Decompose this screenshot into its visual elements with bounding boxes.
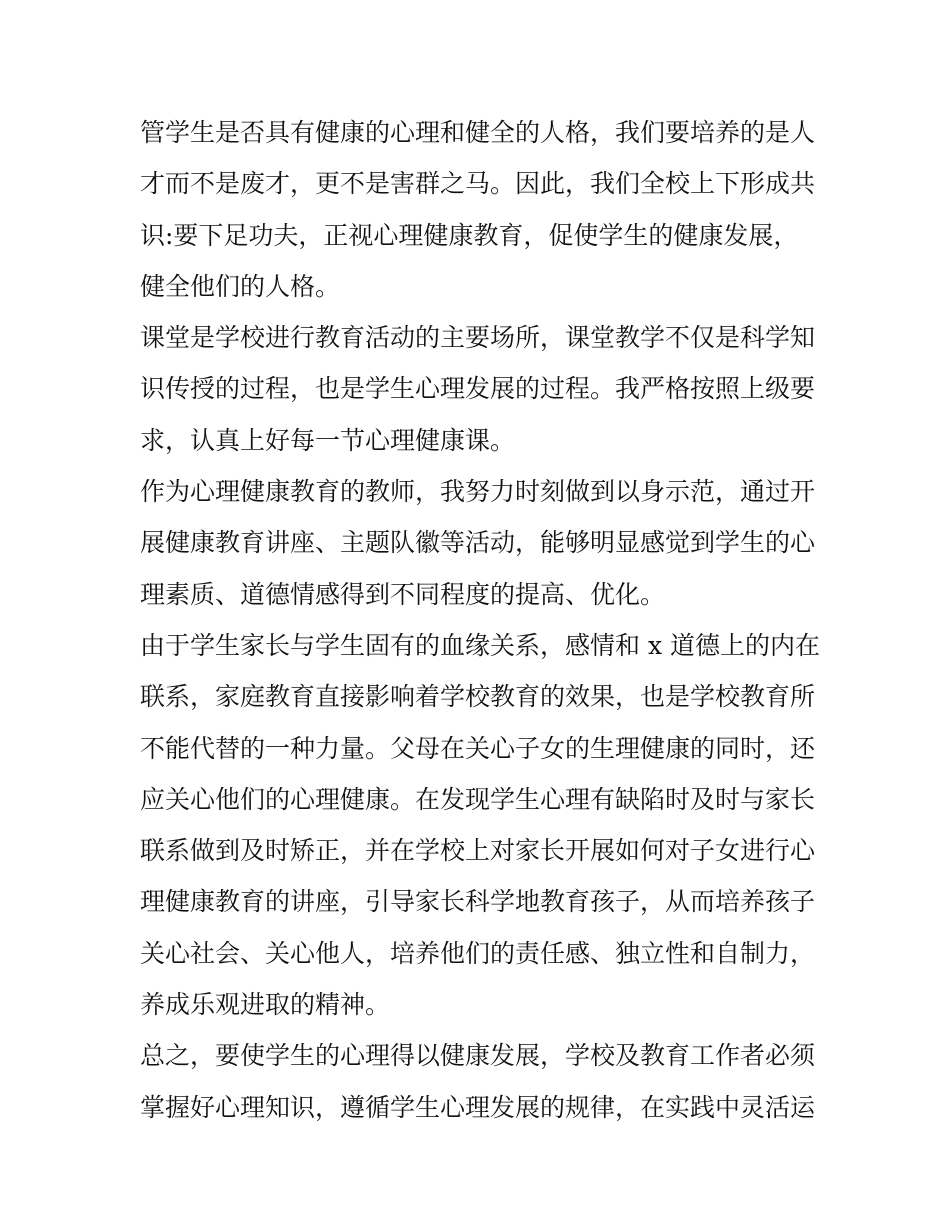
text-line: 理健康教育的讲座，引导家长科学地教育孩子，从而培养孩子 [140,887,816,917]
paragraph-3 [140,466,820,620]
text-line: 关心社会、关心他人，培养他们的责任感、独立性和自制力， [140,938,816,968]
paragraph-5 [140,1030,820,1133]
text-line: 展健康教育讲座、主题队徽等活动，能够明显感觉到学生的心 [140,528,816,558]
paragraph-1 [140,107,820,312]
text-line: 不能代替的一种力量。父母在关心子女的生理健康的同时，还 [140,733,816,763]
text-line: 求，认真上好每一节心理健康课。 [140,425,516,455]
text-line: 总之，要使学生的心理得以健康发展，学校及教育工作者必须 [140,1041,816,1071]
text-line: 管学生是否具有健康的心理和健全的人格，我们要培养的是人 [140,118,816,147]
paragraph-4 [140,620,820,1030]
text-line: 由于学生家长与学生固有的血缘关系，感情和 x 道德上的内在 [140,630,820,660]
text-line: 健全他们的人格。 [140,271,341,301]
paragraph-2 [140,312,820,466]
text-line: 联系做到及时矫正，并在学校上对家长开展如何对子女进行心 [140,836,816,866]
text-line: 养成乐观进取的精神。 [140,990,391,1020]
text-line: 识:要下足功夫，正视心理健康教育，促使学生的健康发展， [140,220,799,250]
text-line: 理素质、道德情感得到不同程度的提高、优化。 [140,579,666,609]
text-line: 作为心理健康教育的教师，我努力时刻做到以身示范，通过开 [140,477,816,507]
document-body [140,107,820,1133]
text-line: 联系，家庭教育直接影响着学校教育的效果，也是学校教育所 [140,682,816,712]
text-line: 应关心他们的心理健康。在发现学生心理有缺陷时及时与家长 [140,784,816,814]
text-line: 识传授的过程，也是学生心理发展的过程。我严格按照上级要 [140,374,816,404]
text-line: 课堂是学校进行教育活动的主要场所，课堂教学不仅是科学知 [140,323,816,353]
text-line: 掌握好心理知识，遵循学生心理发展的规律，在实践中灵活运 [140,1092,816,1122]
text-line: 才而不是废才，更不是害群之马。因此，我们全校上下形成共 [140,169,816,199]
